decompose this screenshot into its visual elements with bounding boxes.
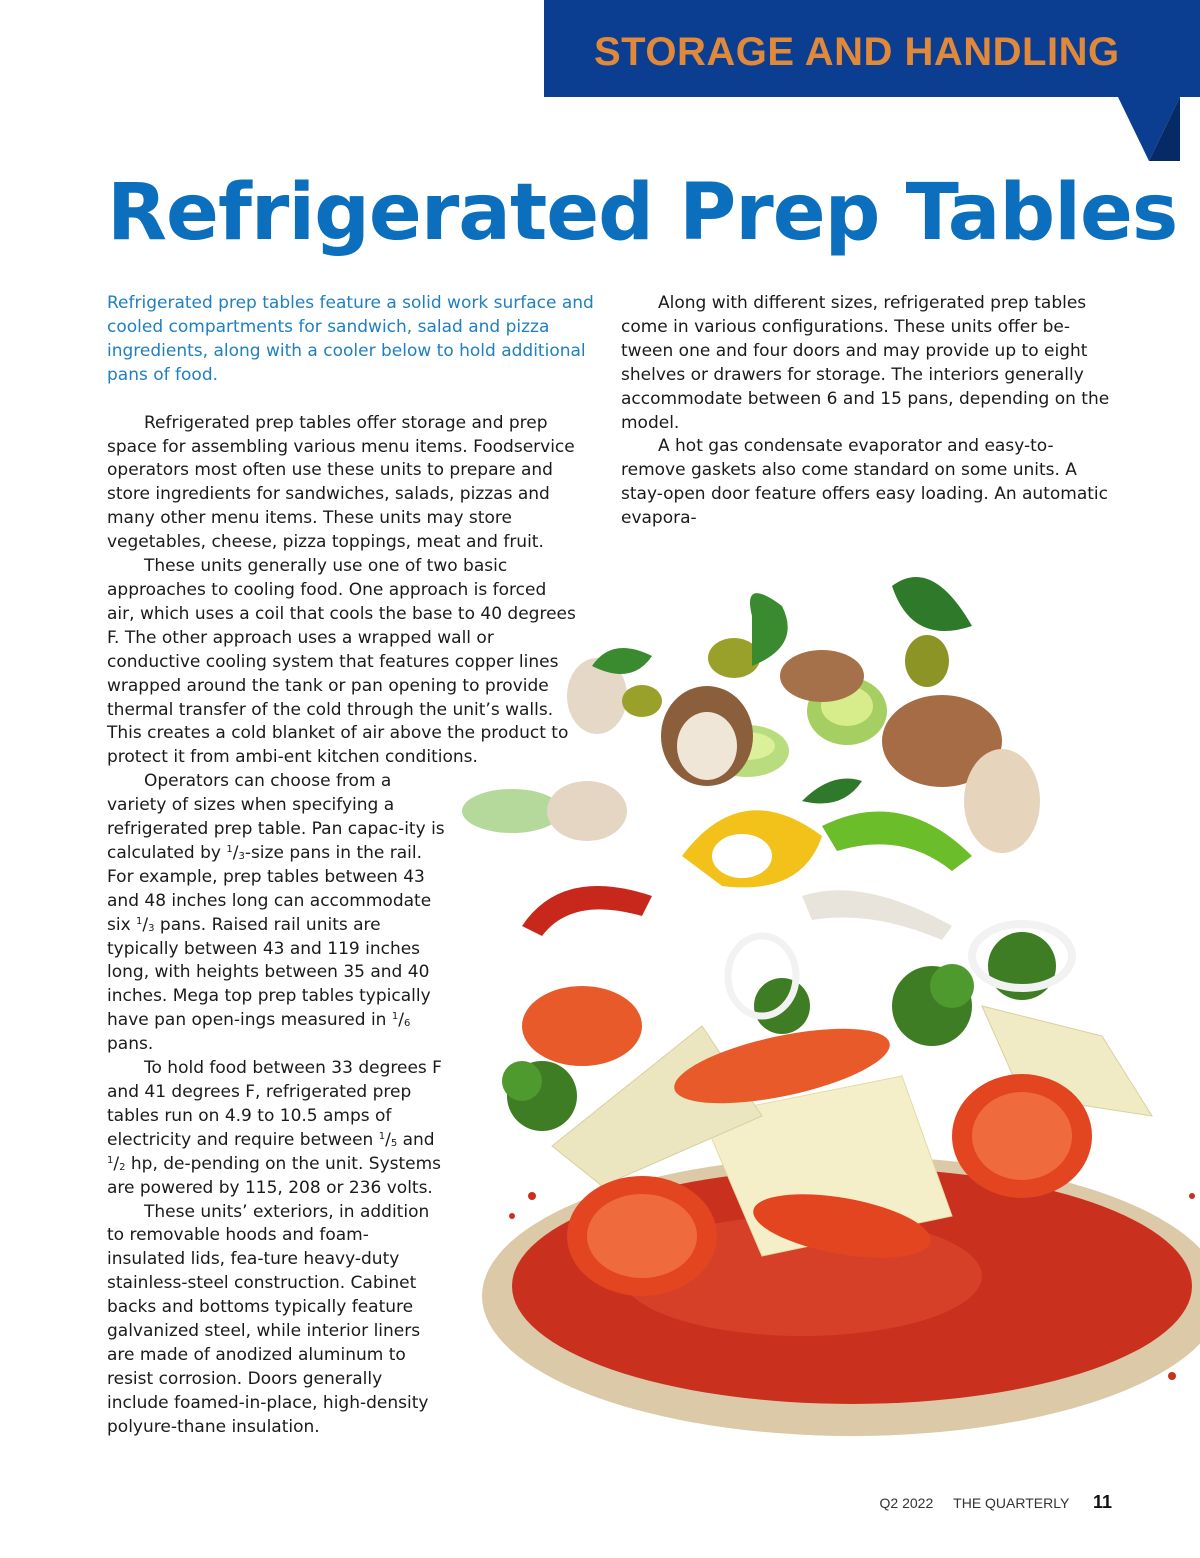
olive [905, 635, 949, 687]
banner-tab-shade [1149, 97, 1180, 161]
section-label: STORAGE AND HANDLING [594, 30, 1120, 74]
pizza-ingredients-illustration [462, 556, 1200, 1456]
olive [622, 685, 662, 717]
body-paragraph-1: Refrigerated prep tables offer storage and prep space for assembling various menu items. Foodservice operators most often use these units to prepare and store ingredients for sandwiches, salads, pizzas and many other menu items. These units may store vegetables, cheese, pizza toppings, meat and fruit. [107, 412, 575, 553]
body-paragraph-2: These units generally use one of two basic approaches to cooling food. One approach is forced air, which uses a coil that cools the base to 40 degrees F. The other approach uses a wrapped wall or conductive cooling system that features copper lines wrapped around the tank or pan opening to provide thermal transfer of the cold through the unit’s walls. This creates a cold blanket of air above the product to protect it from ambi-ent kitchen conditions. [107, 556, 576, 768]
right-column [621, 292, 1113, 531]
basil-leaf [750, 593, 788, 666]
page-footer [864, 1492, 1112, 1513]
tomato-slice [522, 986, 642, 1066]
publication-name: THE QUARTERLY [953, 1495, 1070, 1511]
issue-label: Q2 2022 [879, 1495, 934, 1511]
body-paragraph-7: A hot gas condensate evaporator and easy-to-remove gaskets also come standard on some units. A stay-open door feature offers easy loading. An automatic evapora- [621, 436, 1108, 529]
red-pepper [522, 886, 652, 936]
mushroom [547, 781, 627, 841]
basil-leaf [892, 577, 972, 631]
body-paragraph-5: These units’ exteriors, in addition to removable hoods and foam-insulated lids, fea-ture heavy-duty stainless-steel construction. Cabinet backs and bottoms typically feature galvanized steel, while interior liners are made of anodized aluminum to resist corrosion. Doors generally include foamed-in-place, high-density polyure-thane insulation. [107, 1201, 430, 1437]
mushroom [964, 749, 1040, 853]
basil-leaf [802, 779, 862, 804]
body-paragraph-3: Operators can choose from a variety of sizes when specifying a refrigerated prep table. Pan capac-ity is calculated by $^1/_3$-size pans in the rail. For example, prep tables between 43 and 48 inches long can accommodate six $^1/_3$ pans. Raised rail units are typically between 43 and 119 inches long, with heights between 35 and 40 inches. Mega top prep tables typically have pan open-ings measured in $^1/_6$ pans. [107, 771, 445, 1055]
body-paragraph-6: Along with different sizes, refrigerated prep tables come in various configurations. These units offer be-tween one and four doors and may provide up to eight shelves or drawers for storage. The interiors generally accommodate between 6 and 15 pans, depending on the model. [621, 293, 1110, 433]
page-number: 11 [1092, 1492, 1112, 1512]
mushroom [780, 650, 864, 702]
green-pepper [822, 811, 972, 871]
body-paragraph-4: To hold food between 33 degrees F and 41 degrees F, refrigerated prep tables run on 4.9 to 10.5 amps of electricity and require between $^1/_5$ and $^1/_2$ hp, de-pending on the unit. Systems are powered by 115, 208 or 236 volts. [107, 1058, 442, 1198]
article-title: Refrigerated Prep Tables [107, 168, 1178, 258]
lead-paragraph: Refrigerated prep tables feature a solid work surface and cooled compartments for sandwich, salad and pizza ingredients, along with a cooler below to hold additional pans of food. [107, 293, 594, 385]
